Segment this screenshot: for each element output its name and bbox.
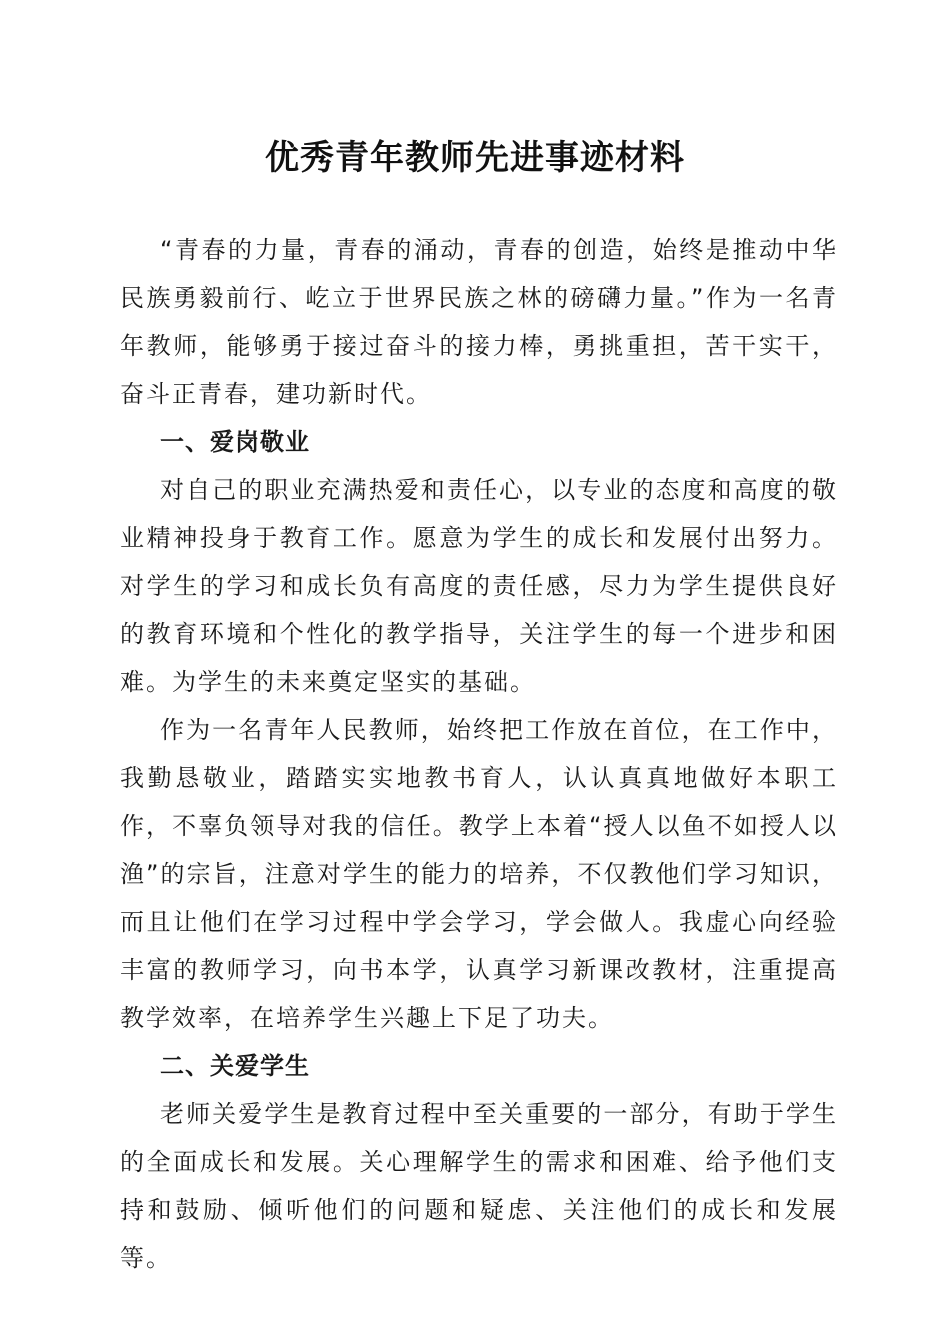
section-paragraph: 老师关爱学生是教育过程中至关重要的一部分，有助于学生的全面成长和发展。关心理解学生的需求和困难、给予他们支持和鼓励、倾听他们的问题和疑虑、关注他们的成长和发展等。 <box>120 1100 838 1272</box>
document-body <box>120 226 838 1282</box>
section-heading: 二、关爱学生 <box>160 1052 310 1080</box>
section-paragraph: 作为一名青年人民教师，始终把工作放在首位，在工作中，我勤恳敬业，踏踏实实地教书育人，认认真真地做好本职工作，不辜负领导对我的信任。教学上本着“授人以鱼不如授人以渔”的宗旨，注意对学生的能力的培养，不仅教他们学习知识，而且让他们在学习过程中学会学习，学会做人。我虚心向经验丰富的教师学习，向书本学，认真学习新课改教材，注重提高教学效率，在培养学生兴趣上下足了功夫。 <box>120 716 838 1032</box>
document-title: 优秀青年教师先进事迹材料 <box>265 138 685 178</box>
intro-paragraph: “青春的力量，青春的涌动，青春的创造，始终是推动中华民族勇毅前行、屹立于世界民族之林的磅礴力量。”作为一名青年教师，能够勇于接过奋斗的接力棒，勇挑重担，苦干实干，奋斗正青春，建功新时代。 <box>120 236 838 408</box>
section-heading: 一、爱岗敬业 <box>160 428 310 456</box>
section-paragraph: 对自己的职业充满热爱和责任心，以专业的态度和高度的敬业精神投身于教育工作。愿意为学生的成长和发展付出努力。对学生的学习和成长负有高度的责任感，尽力为学生提供良好的教育环境和个性化的教学指导，关注学生的每一个进步和困难。为学生的未来奠定坚实的基础。 <box>120 476 838 696</box>
